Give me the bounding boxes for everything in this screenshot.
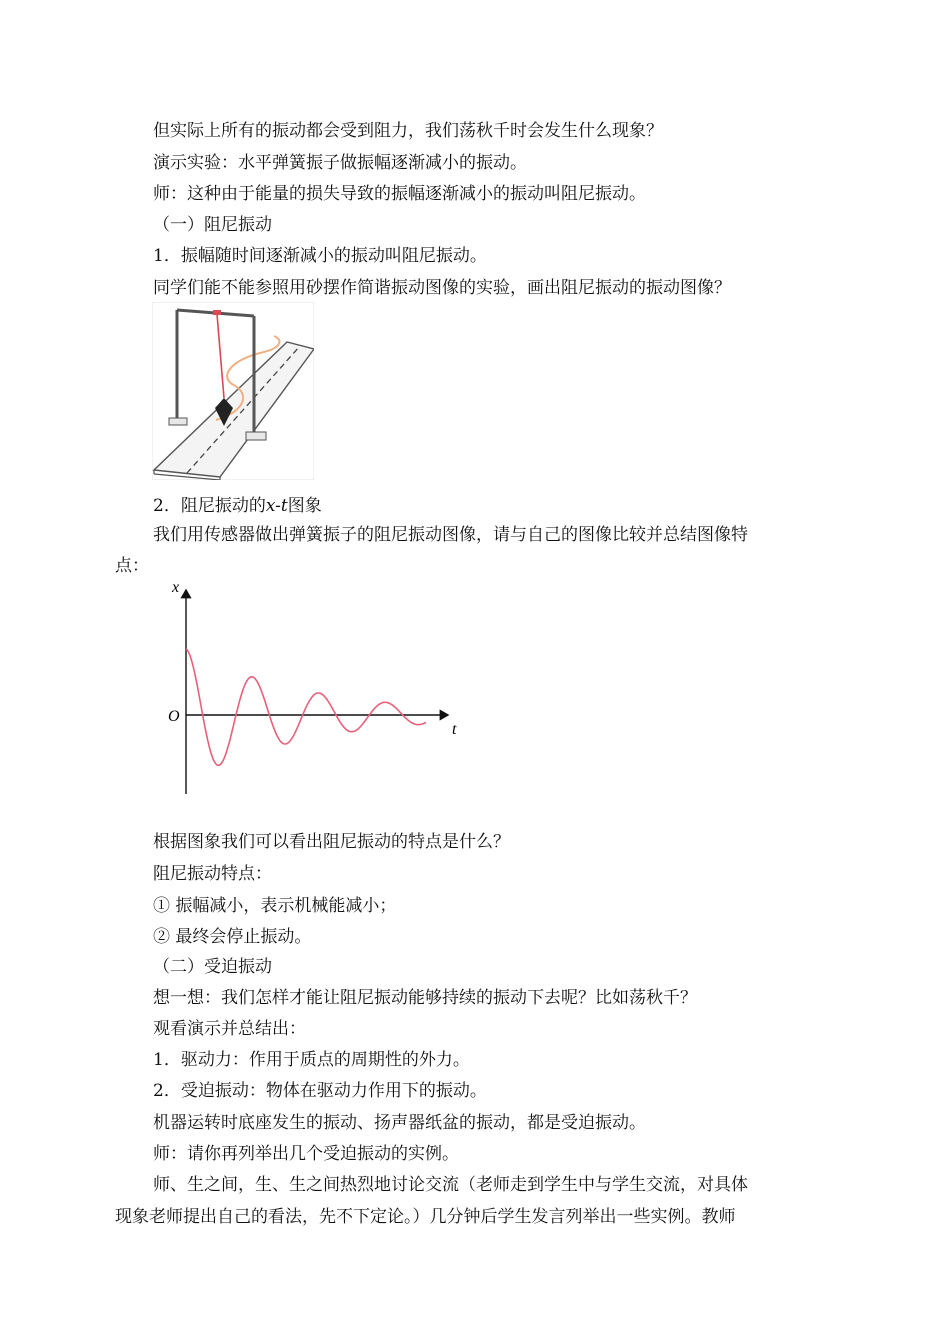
damped-curve — [186, 649, 426, 765]
paragraph: 根据图象我们可以看出阻尼振动的特点是什么？ — [153, 832, 510, 852]
paragraph: 机器运转时底座发生的振动、扬声器纸盆的振动，都是受迫振动。 — [153, 1113, 646, 1133]
paragraph: 阻尼振动特点： — [153, 864, 272, 884]
damped-vibration-graph — [160, 578, 480, 800]
paragraph: 1．振幅随时间逐渐减小的振动叫阻尼振动。 — [153, 246, 487, 266]
paragraph: 1．驱动力：作用于质点的周期性的外力。 — [153, 1050, 470, 1070]
list-item: ② 最终会停止振动。 — [153, 927, 312, 947]
paragraph: 师：这种由于能量的损失导致的振幅逐渐减小的振动叫阻尼振动。 — [153, 184, 646, 204]
paragraph: 演示实验：水平弹簧振子做振幅逐渐减小的振动。 — [153, 153, 527, 173]
sand-pendulum-figure — [152, 302, 314, 480]
section-heading: （一）阻尼振动 — [153, 215, 272, 235]
paragraph: 现象老师提出自己的看法，先不下定论。）几分钟后学生发言列举出一些实例。教师 — [115, 1207, 736, 1227]
origin-label: O — [168, 708, 180, 725]
y-axis-label: x — [172, 579, 180, 596]
paragraph: 点： — [115, 556, 149, 576]
paragraph: 我们用传感器做出弹簧振子的阻尼振动图像，请与自己的图像比较并总结图像特 — [153, 525, 748, 545]
paragraph: 2．阻尼振动的x-t图象 — [153, 496, 322, 516]
paragraph: 想一想：我们怎样才能让阻尼振动能够持续的振动下去呢？比如荡秋千？ — [153, 988, 697, 1008]
paragraph: 师：请你再列举出几个受迫振动的实例。 — [153, 1144, 459, 1164]
paragraph: 观看演示并总结出： — [153, 1019, 306, 1039]
list-item: ① 振幅减小，表示机械能减小； — [153, 896, 397, 916]
paragraph: 同学们能不能参照用砂摆作简谐振动图像的实验，画出阻尼振动的振动图像？ — [153, 278, 731, 298]
x-axis-label: t — [452, 721, 457, 738]
paragraph: 师、生之间，生、生之间热烈地讨论交流（老师走到学生中与学生交流，对具体 — [153, 1175, 748, 1195]
paragraph: 但实际上所有的振动都会受到阻力，我们荡秋千时会发生什么现象？ — [153, 121, 663, 141]
paragraph: 2．受迫振动：物体在驱动力作用下的振动。 — [153, 1081, 487, 1101]
section-heading: （二）受迫振动 — [153, 957, 272, 977]
